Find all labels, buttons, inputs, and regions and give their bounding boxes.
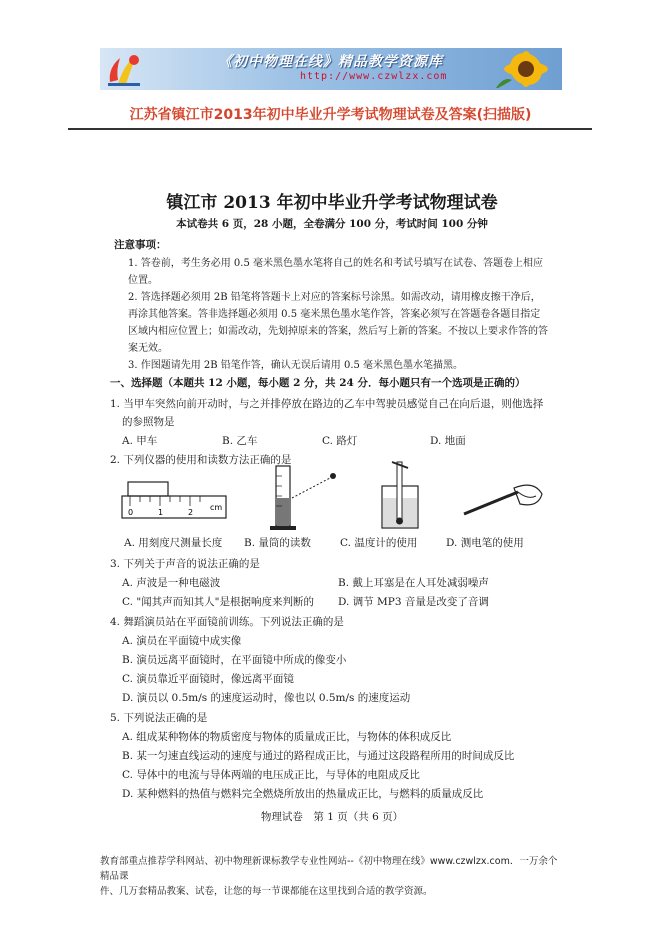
- q2-option-d: D. 测电笔的使用: [446, 537, 524, 549]
- q1-stem: 1. 当甲车突然向前开动时，与之并排停放在路边的乙车中驾驶员感觉自己在向后退，则他选择: [110, 398, 544, 410]
- notes-heading: 注意事项：: [114, 239, 167, 251]
- q5-stem: 5. 下列说法正确的是: [110, 712, 208, 724]
- q3-option-b: B. 戴上耳塞是在人耳处减弱噪声: [338, 577, 489, 589]
- q5-option-b: B. 某一匀速直线运动的速度与通过的路程成正比，与通过这段路程所用的时间成反比: [122, 750, 515, 762]
- q5-option-a: A. 组成某种物体的物质密度与物体的质量成正比，与物体的体积成反比: [122, 731, 452, 743]
- ruler-tick-2: 2: [188, 508, 194, 517]
- q1-option-c: C. 路灯: [322, 435, 358, 447]
- paper-subtitle: 本试卷共 6 页，28 小题，全卷满分 100 分，考试时间 100 分钟: [176, 218, 488, 230]
- q2-option-a: A. 用刻度尺测量长度: [124, 537, 223, 549]
- note-3: 3. 作图题请先用 2B 铅笔作答，确认无误后请用 0.5 毫米黑色墨水笔描黑。: [128, 360, 464, 371]
- q4-stem: 4. 舞蹈演员站在平面镜前训练。下列说法正确的是: [110, 616, 344, 628]
- q5-option-c: C. 导体中的电流与导体两端的电压成正比，与导体的电阻成反比: [122, 769, 420, 781]
- q4-option-d: D. 演员以 0.5m/s 的速度运动时，像也以 0.5m/s 的速度运动: [122, 692, 411, 704]
- paper-title: 镇江市 2013 年初中毕业升学考试物理试卷: [166, 193, 498, 213]
- ruler-tick-1: 1: [158, 508, 164, 517]
- document-headline: 江苏省镇江市2013年初中毕业升学考试物理试卷及答案(扫描版): [129, 107, 532, 123]
- ruler-unit: cm: [210, 503, 223, 512]
- banner-title: 《初中物理在线》精品教学资源库: [218, 54, 443, 70]
- q4-option-a: A. 演员在平面镜中成实像: [122, 635, 242, 647]
- divider: [68, 128, 592, 130]
- q1-option-b: B. 乙车: [222, 435, 258, 447]
- q2-option-c: C. 温度计的使用: [340, 537, 418, 549]
- q2-stem: 2. 下列仪器的使用和读数方法正确的是: [110, 454, 292, 466]
- q2-figures: [120, 460, 560, 552]
- ruler-tick-0: 0: [128, 508, 134, 517]
- test-pen-figure: [458, 470, 548, 530]
- q5-option-d: D. 某种燃料的热值与燃料完全燃烧所放出的热量成正比，与燃料的质量成反比: [122, 788, 484, 800]
- ruler-figure: [120, 480, 230, 530]
- cylinder-figure: [260, 462, 350, 532]
- q2-option-b: B. 量筒的读数: [244, 537, 311, 549]
- q4-option-c: C. 演员靠近平面镜时，像远离平面镜: [122, 673, 294, 685]
- q3-option-a: A. 声波是一种电磁波: [122, 577, 221, 589]
- q1-stem-cont: 的参照物是: [122, 416, 175, 428]
- q4-option-b: B. 演员远离平面镜时，在平面镜中所成的像变小: [122, 654, 347, 666]
- q1-option-d: D. 地面: [430, 435, 466, 447]
- note-2: 2. 答选择题必须用 2B 铅笔将答题卡上对应的答案标号涂黑。如需改动，请用橡皮擦干净后，再涂其他答案。答非选择题必须用 0.5 毫米黑色墨水笔作答，答案必须写在答题卷各题目指定区域内相应位置上；如需改动，先划掉原来的答案，然后写上新的答案。不按以上要求作答的答案无效。: [128, 292, 548, 354]
- q3-option-c: C. "闻其声而知其人"是根据响度来判断的: [122, 596, 314, 608]
- site-logo-icon: [104, 50, 144, 88]
- sunflower-icon: [476, 50, 556, 88]
- footer-line-2: 件、几万套精品教案、试卷，让您的每一节课都能在这里找到合适的教学资源。: [100, 886, 433, 897]
- section-heading: 一、选择题（本题共 12 小题，每小题 2 分，共 24 分．每小题只有一个选项是正确的）: [110, 377, 526, 389]
- q3-stem: 3. 下列关于声音的说法正确的是: [110, 558, 260, 570]
- q1-option-a: A. 甲车: [122, 435, 158, 447]
- note-1: 1. 答卷前，考生务必用 0.5 毫米黑色墨水笔将自己的姓名和考试号填写在试卷、答题卷上相应位置。: [128, 258, 543, 286]
- site-footer: [100, 854, 562, 899]
- site-banner: [100, 48, 562, 90]
- page-number: 物理试卷 第 1 页（共 6 页）: [260, 811, 404, 823]
- q3-option-d: D. 调节 MP3 音量是改变了音调: [338, 596, 489, 608]
- banner-url[interactable]: http://www.czwlzx.com: [300, 71, 448, 82]
- scanned-exam-page: [102, 142, 562, 862]
- thermometer-figure: [368, 460, 438, 532]
- footer-line-1: 教育部重点推荐学科网站、初中物理新课标教学专业性网站--《初中物理在线》www.czwlzx.com．一万余个精品课: [100, 856, 558, 882]
